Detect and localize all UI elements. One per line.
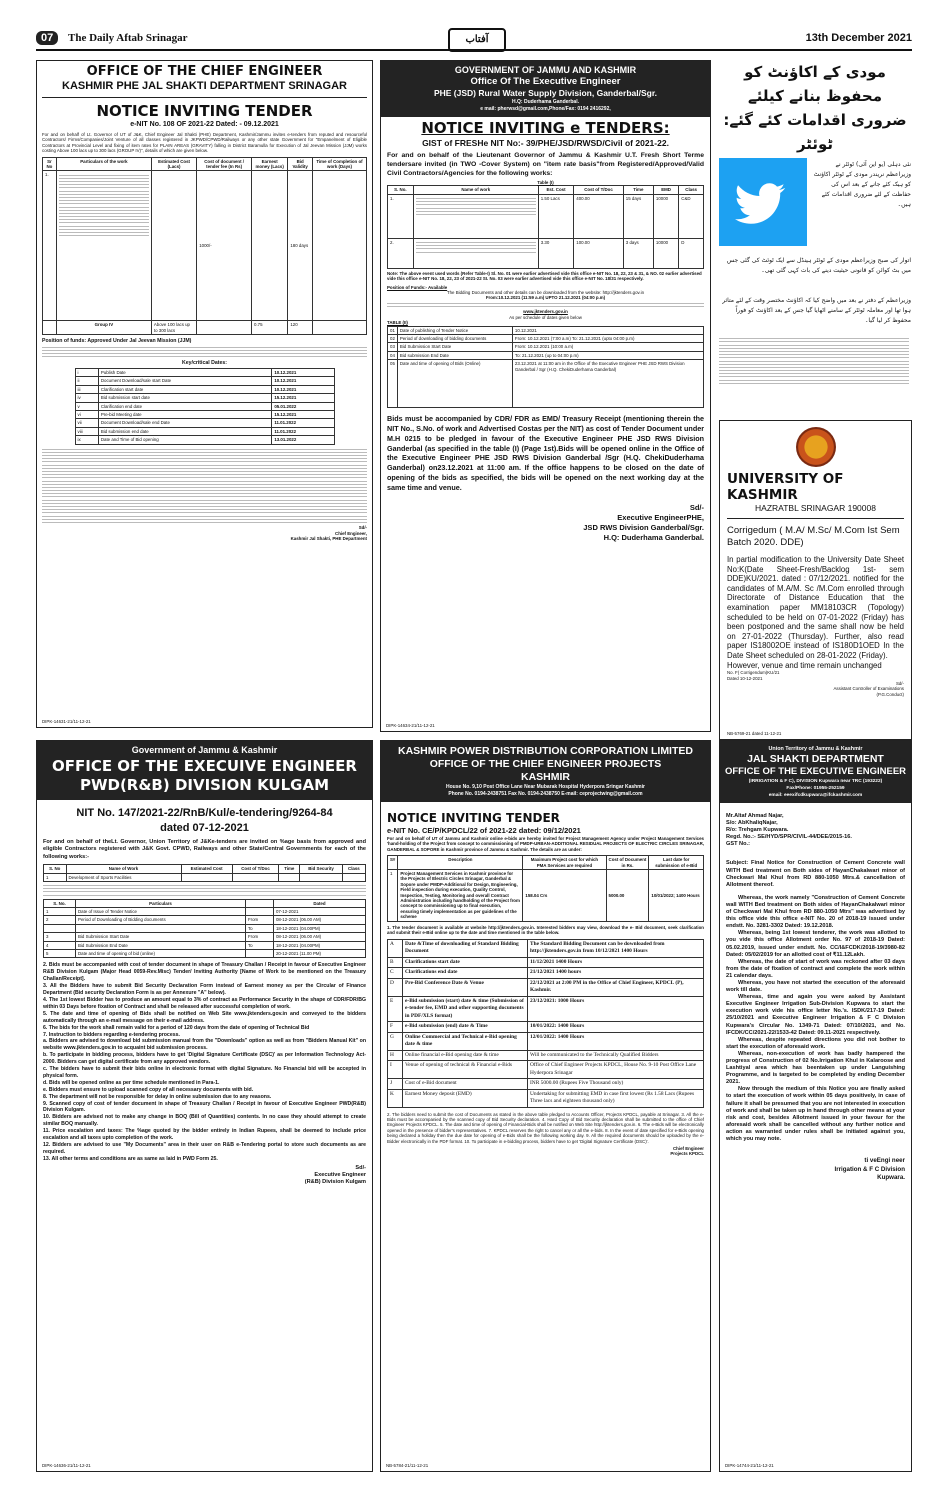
- phe-sig1: Sd/-: [358, 525, 367, 531]
- gjk-table2: [387, 326, 704, 409]
- gjk-header: [381, 61, 710, 117]
- phe-emd: 0.75: [252, 321, 288, 335]
- pwd-clause: 2. Bids must be accompanied with cost of tender document in shape of Treasury Challan / Receipt in favour of Executive Engineer R&B Division Kulgam (Major Head 0059-Rev.Misc) Tender/ Inviting Authority [Name of Work to be mentioned on the Treasury Challan/Receipt].: [43, 962, 366, 983]
- jsd-email: email: eeexifcdkupwara@ifckashmir.com: [768, 793, 863, 798]
- kpdcl-note1: 1. The tender document is available at website http://jktenders.gov.in. Interested bidders may view, download the e- Bid document, seek clarification and submit their e-Bid online up to the date and time mentioned in the table below.: [387, 924, 704, 936]
- pwd-clause: a. Bidders are advised to download bid submission manual from the "Downloads" option as well as from "Bidders Manual Kit" on website www.jktenders.gov.in to acquaint bid submission process.: [43, 1038, 366, 1052]
- table-row: I Venue of opening of technical & Financial e-Bids Office of Chief Engineer Projects KPDCL, House No. 9-10 Post Office Lane Hyderpora Srinagar: [388, 1061, 704, 1079]
- jsd-para: Now through the medium of this Notice you are finally asked to start the execution of work within 05 days positively, in case of failure it shall be presumed that you are not interested in execution of work and shall be taken up in hand through other means at your risk and cost, besides Allotment issued in your favour for the aforesaid work shall be cancelled without any further notice and action as warranted under rules shall be initiated against you, which you may note.: [726, 1086, 905, 1143]
- phe-th: Bid Validity: [288, 157, 313, 171]
- table-row: 04 Bid submission End Date To: 21.12.2021 (up to 04:00 p.m): [388, 351, 704, 359]
- gjk-table2-label: TABLE (II): [387, 320, 408, 326]
- jsd-office: OFFICE OF THE EXECUTIVE ENGINEER: [724, 766, 907, 777]
- kpdcl-sig2: Projects KPDCL: [670, 1151, 704, 1157]
- phe-nit: e-NIT No. 108 OF 2021-22 Dated: - 09.12.2021: [130, 121, 279, 128]
- kpdcl-name: KASHMIR POWER DISTRIBUTION CORPORATION LIMITED: [398, 745, 693, 757]
- pwd-clause: 6. The bids for the work shall remain valid for a period of 120 days from the date of opening of Technical Bid: [43, 1024, 310, 1031]
- phe-funds: Position of funds: Approved Under Jal Jeevan Mission (JJM): [42, 338, 192, 345]
- table-row: viii Bid submission end date 11.01.2022: [75, 427, 334, 435]
- gjk-hq: H.Q: Duderhama Ganderbal.: [512, 99, 579, 105]
- uok-name: UNIVERSITY OF KASHMIR: [727, 471, 844, 503]
- table-row: A Date &Time of downloading of Standard Bidding Document The Standard Bidding Document can be downloaded from http://jktenders.gov.in from 10/12/2021 1400 Hours: [388, 939, 704, 957]
- pwd-clause: b. To participate in bidding process, bidders have to get 'Digital Signature Certificate (DSC)' as per Information Technology Act-2000. Bidders can get digital certificate from any approved vendors.: [43, 1052, 366, 1066]
- pwd-clause: 10. Bidders are advised not to make any change in BOQ (Bill of Quantities) contents. In no case they should attempt to create similar BOQ manually.: [43, 1114, 366, 1128]
- gjk-schedule-title: As per schedule of dates given below: [509, 314, 582, 320]
- uok-sig3: (P.G.Conduct): [876, 691, 904, 697]
- kpdcl-office1: OFFICE OF THE CHIEF ENGINEER PROJECTS: [429, 758, 662, 770]
- pwd-clause: 7. Instruction to bidders regarding e-tendering process.: [43, 1031, 180, 1038]
- jsd-to3: R/o: Trehgam Kupwara.: [726, 827, 789, 834]
- urdu-para-3: وزیراعظم کے دفتر نے بعد میں واضح کیا کہ اکاؤنٹ مختصر وقت کے لئے متاثر ہوا تھا اور معاملہ ٹوئٹر کے سامنے اٹھایا گیا جس کے بعد اکاؤنٹ کو فوراً محفوظ کر لیا گیا۔: [722, 297, 911, 324]
- gjk-office: Office Of The Executive Engineer: [470, 76, 621, 87]
- table-row: G Online Commercial and Technical e-Bid opening date & time 12/01/2022: 1400 Hours: [388, 1032, 704, 1050]
- phe-notice: [36, 60, 373, 728]
- phe-th: Time of Completion of work (Days): [312, 157, 366, 171]
- kpdcl-address: House No. 9,10 Post Office Lane Near Mubarak Hospital Hyderpora Sringar Kashmir: [446, 784, 645, 790]
- kpdcl-notes: 2. The bidders need to submit the cost of Documents as stated in the above table pledged to Accounts Officer, Projects KPDCL, payable at Srinagar. 3. All the e-Bids must be accompanied by the scanned copy of Bid Security declaration. 4. Hard Copy of Bid Security declaration shall be submitted to the office of Chief Engineer Projects KPDCL. 5. The date and time of opening of Financial-Bids shall be notified on Web Site http://jktenders.gov.in. 6. The e-Bids will be electronically opened in the presence of bidder's representatives. 7. KPDCL reserves the right to cancel any or all the e-bids. 8. In the event of date specified for e-Bids opening being declared a holiday then the due date for opening of e-Bids shall be the following working day. 9. All the required documents should be uploaded by the e-Bidder electronically in the PDF format. 10. To participate in e-bidding process, bidders have to get 'Digital Signature Certificate (DSC)'.: [387, 1111, 704, 1144]
- table-row: 05 Date and time of opening of Bids (Online) 23.12.2021 at 11:00 am in the Office of the Executive Engineer PHE JSD RWS Division Ganderbal / Sgr (H.Q. ChekiDuderhama Ganderbal): [388, 360, 704, 408]
- uok-notice: [719, 420, 912, 740]
- table-row: vi Pre-bid Meeting date 15.12.2021: [75, 411, 334, 419]
- table-row: K Earnest Money deposit (EMD) Undertaking for submitting EMD in case first lowest (Rs 1.58 Lacs (Rupees Three lacs and eighteen thousand only): [388, 1089, 704, 1107]
- urdu-news: [719, 60, 911, 415]
- pwd-clause: 8. The department will not be responsible for delay in online submission due to any reasons.: [43, 1093, 272, 1100]
- table-row: J Cost of e-Bid document INR 5000.00 (Rupees Five Thousand only): [388, 1079, 704, 1090]
- uok-no: No. F( Corrigendum)KU/21: [727, 670, 780, 676]
- urdu-body-lines: [719, 336, 909, 386]
- urdu-headline-1: مودی کے اکاؤنٹ کو محفوظ بنانے کیلئے: [744, 63, 886, 105]
- table-row: 02 Period of downloading of bidding documents From: 10.12.2021 (7:00 a.m) To: 21.12.2021 (upto 04:00 p.m): [388, 335, 704, 343]
- kpdcl-office2: KASHMIR: [521, 771, 570, 783]
- kpdcl-sig1: Chief Engineer: [673, 1145, 704, 1151]
- table-row: iv Bid submission start date 15.12.2021: [75, 394, 334, 402]
- phe-ref: DIPK-14631-21/11-12-21: [42, 718, 91, 724]
- phe-funds-text: [42, 347, 367, 358]
- pwd-sig1: Sd/-: [355, 1164, 366, 1171]
- phe-sig3: Kashmir Jal Shakti, PHE Department: [290, 535, 367, 541]
- pwd-header: [37, 741, 372, 800]
- phe-schedule-table: [75, 368, 335, 445]
- gjk-gist: GIST of FRESHe NIT No:- 39/PHE/JSD/RWSD/Civil of 2021-22.: [422, 138, 669, 148]
- table-row: 4 Bid Submission End Date To 18-12-2021 (04.00PM): [44, 941, 366, 949]
- kpdcl-t1-date: 10/01/2022; 1400 Hours: [649, 870, 704, 922]
- table-row: 01 Date of publishing of Tender Notice 10.12.2021: [388, 326, 704, 334]
- paper-name: The Daily Aftab Srinagar: [68, 32, 188, 44]
- urdu-para-1: نئی دہلی (یو این آئی) ٹوئٹر نے وزیراعظم نریندر مودی کے ٹوئٹر اکاؤنٹ کو ہیک کئے جانے کے بعد اس کی حفاظت کے لئے ضروری اقدامات کئے ہیں۔: [813, 161, 911, 208]
- phe-cost: Above 100 lacs up to 300 lacs: [151, 321, 196, 335]
- pwd-nit: NIT No. 147/2021-22/RnB/Kul/e-tendering/9264-84: [76, 807, 333, 819]
- jsd-to4: Regd. No.:- SE/HYD/SPR/CIVIL-44/DEE/2015-16.: [726, 834, 852, 841]
- pwd-works-table: S. No Name of Work Estimated Cost Cost of T/Doc Time Bid Security Class 1 Development of Sports Facilities: [43, 864, 366, 882]
- gjk-download: The Bidding Documents and other details can be downloaded from the website: http://jktenders.gov.in: [446, 290, 645, 296]
- pwd-work-name: Development of Sports Facilities: [66, 873, 181, 881]
- jsd-para: Whereas, time and again you were asked by Assistant Executive Engineer Irrigation Sub-Division Kupwara to start the execution work vide his office letter No.'s. ISDK/217-19 Dated: 25/10/2021 and Executive Engineer Irrigation & F C Division Kupwara's Circular No. 1349-71 Dated: 07/10/2021, and No. IFCDK/CC/2021-22/1533-42 Dated: 09.11-2021 respectively.: [726, 994, 905, 1036]
- phe-dept: KASHMIR PHE JAL SHAKTI DEPARTMENT SRINAGAR: [62, 80, 347, 92]
- phe-table: Sr No Particulars of the work Estimated Cost (Lacs) Cost of document / tender fee (In Rs) Earnest money (Lacs) Bid Validity Time of Completion of work (Days) 1. 1000/- 180 days Group IV Above 100 lacs up to 300 lacs 0.75 120: [42, 157, 367, 336]
- jsd-para: Whereas, non-execution of work has badly hampered the progress of Construction of 02 No.Irrigation Khul in Kalaroose and Lashtiyal area which has beentaken up under Languishing Programme, and is targeted to be completed by ending December 2021.: [726, 1050, 905, 1086]
- pwd-clause: 13. All other terms and conditions are as same as laid in PWD Form 25.: [43, 1155, 218, 1162]
- jsd-para: Whereas, despite repeated directions you did not bother to start the execution of aforesaid work.: [726, 1036, 905, 1050]
- masthead: [36, 30, 912, 50]
- kpdcl-schedule-table: [387, 939, 704, 1108]
- phe-th: Sr No: [43, 157, 57, 171]
- uok-dated: Dated 10-12-2021: [727, 675, 763, 681]
- jsd-sig3: Kupwara.: [877, 1174, 905, 1182]
- jsd-notice: [719, 740, 912, 1472]
- phe-intro: For and on behalf of Lt. Governor of UT of J&K, Chief Engineer Jal Shakti (PHE) Department, Kashmir/Jammu invites e-tenders from reputed and resourceful Contractors/ Firms/Companies/Joint Venture of all classes registered in JKPWD/CPWD/Railways or any other state Government for "Empanelment of Eligible Contractors at Provincial Level and fixing of item rates for PLAIN AREAS (GRAVITY) falling in District Baramulla for Execution of Jal Jeevan Mission (JJM) works costing Above 100 lacs up to 300 lacs (GROUP IV)", details of which are given below.: [42, 132, 367, 154]
- table-row: 1 Project Management Services in Kashmir province for the Projects of Electric Circles Srinagar, Ganderbal & Sopore under PMDP-Additional for Design, Engineering, Field inspection during execution, Quality Control, Inspection, Testing, Monitoring and overall Contract Administration including handholding of the Project from concept to commissioning up to final execution, ensuring timely implementation as per guidelines of the scheme 158.04 Crs 5000.00 10/01/2022; 1400 Hours: [388, 870, 704, 922]
- gjk-from: From:10.12.2021 (11:59 a.m) UPTO 21.12.2021 (04:00 p.m): [485, 295, 606, 301]
- kpdcl-t1-cost: 158.04 Crs: [523, 870, 606, 922]
- pwd-office: OFFICE OF THE EXECUIVE ENGINEER: [52, 757, 357, 775]
- phe-fee: 1000/-: [197, 171, 252, 321]
- pwd-clause: 4. The 1st lowest Bidder has to produce an amount equal to 3% of contract as Performance Security in the shape of CDR/FDR/BG within 03 Days before fixation of Contract and shall be released after successful completion of work.: [43, 996, 366, 1010]
- gjk-gov: GOVERNMENT OF JAMMU AND KASHMIR: [454, 65, 637, 75]
- kpdcl-table1: S# Description Maximum Project cost for which PMA Services are required Cost of Document in Rs. Last date for submission of e-Bid 1 Project Management Services in Kashmir province for the Projects of Electric Circles Srinagar, Ganderbal & Sopore under PMDP-Additional for Design, Engineering, Field inspection during execution, Quality Control, Inspection, Testing, Monitoring and overall Contract Administration including handholding of the Project from concept to commissioning up to final execution, ensuring timely implementation as per guidelines of the scheme 158.04 Crs 5000.00 10/01/2022; 1400 Hours: [387, 855, 704, 921]
- pwd-gov: Government of Jammu & Kashmir: [131, 745, 278, 755]
- phe-th: Particulars of the work: [56, 157, 151, 171]
- phe-group: Group IV: [56, 321, 151, 335]
- pwd-schedule-table: S. No. Particulars Dated 1 Date of Issue of Tender Notice 07-12-2021 2 Period of Downloading of Bidding documents From 08-12-2021 (06.00 AM) To 18-12-2021 (04.00PM) 3 Bid Submission Start Date From 08-12-2021 (06.00 AM) 4 Bid Submission End Date To 18-12-2021 (04.00PM) 5 Date and time of opening of bid (online) 20-12-2021 (11.00 PM): [43, 899, 366, 959]
- table-row: 2 Period of Downloading of Bidding documents From 08-12-2021 (06.00 AM): [44, 916, 366, 924]
- pwd-ref: DIPK-14636-21/11-12-21: [42, 1462, 91, 1468]
- gjk-body: Bids must be accompanied by CDR/ FDR as EMD/ Treasury Receipt (mentioning therein the NIT No., S.No. of work and Advertised Costas per the NIT) as cost of Tender Document under M.H 0215 to be pledged in favour of the Executive Engineer PHE JSD RWS Division Ganderbal (as specified in the table (I) (Page 1st).Bids will be opened online in the Office of the Executive Engineer PHE JSD RWS Division Ganderbal /Sgr (H.Q. ChekiDuderhama Ganderbal) on23.12.2021 at 11:00 am. If the office happens to be closed on the date of opening of the bids as specified, the bids will be opened on the next working day at the same time and venue.: [387, 414, 704, 492]
- uok-body2: However, venue and time remain unchanged: [727, 660, 882, 670]
- uok-place: HAZRATBL SRINAGAR 190008: [755, 503, 876, 513]
- table-row: To 18-12-2021 (04.00PM): [44, 924, 366, 932]
- pwd-clauses: [43, 962, 366, 1162]
- jsd-para: Whereas, the date of start of work was reckoned after 03 days from the date of fixation of contract and complete the work within 21 calendar days.: [726, 958, 905, 979]
- gjk-notice: [380, 60, 711, 732]
- table-row: 1 Date of Issue of Tender Notice 07-12-2021: [44, 908, 366, 916]
- uok-sig1: Sd/-: [895, 680, 904, 686]
- pwd-clause: 12. Bidders are advised to use "My Documents" area in their user on R&B e-Tendering portal to store such documents as are required.: [43, 1142, 366, 1155]
- gjk-sig3: JSD RWS Division Ganderbal/Sgr.: [583, 522, 704, 532]
- table-row: v Clarification end date 05.01.2022: [75, 402, 334, 410]
- phe-office: OFFICE OF THE CHIEF ENGINEER: [86, 64, 323, 79]
- pwd-clause: 11. Price escalation and taxes: The %age quoted by the bidder entirely in Indian Rupees, shall be deemed to include price escalation and all taxes upto completion of the work.: [43, 1128, 366, 1142]
- pwd-sig3: (R&B) Division Kulgam: [304, 1179, 366, 1186]
- gjk-sig2: Executive EngineerPHE,: [617, 512, 704, 522]
- table-row: 1. 1.50 Lacs 400.00 15 days 10000 C&D: [388, 194, 704, 238]
- pwd-sig2: Executive Engineer: [314, 1171, 366, 1178]
- pwd-notice: [36, 740, 373, 1472]
- issue-date: 13th December 2021: [805, 32, 912, 44]
- paper-logo: آفتاب: [448, 28, 506, 52]
- table-row: 2. 3.30 100.00 3 days 10000 D: [388, 238, 704, 268]
- masthead-rule: [36, 49, 912, 51]
- jsd-subject: Subject: Final Notice for Construction of Cement Concrete wall WITH Bed treatment on Both sides of HayanChakalwari minor of Checkwari Mal Khul from RD 880-1050 Mtrs.& cancellation of Allotment thereof.: [726, 860, 905, 888]
- phe-terms: [42, 449, 367, 523]
- table-row: i Publish Date 10.12.2021: [75, 369, 334, 377]
- pwd-clause: 5. The date and time of opening of Bids shall be notified on Web Site www.jktenders.gov.in and conveyed to the bidders automatically through an e-mail message on their e-mail address.: [43, 1010, 366, 1024]
- table-row: vii Document Download/sale end Date 11.01.2022: [75, 419, 334, 427]
- gjk-sig1: Sd/-: [689, 502, 704, 512]
- page-number: 07: [36, 31, 58, 45]
- phe-th: Estimated Cost (Lacs): [151, 157, 196, 171]
- table-row: H Online financial e-Bid opening date & time Will be communicated to the Technically Qualified Bidders: [388, 1050, 704, 1061]
- pwd-clause: d. Bids will be opened online as per time schedule mentioned in Para-1.: [43, 1079, 220, 1086]
- table-row: ix Date and Time of Bid opening 13.01.2022: [75, 436, 334, 444]
- phe-validity: 120: [288, 321, 313, 335]
- uok-body: In partial modification to the University Date Sheet No:K(Date Sheet-Fresh/Backlog 1st- sem DDE)KU/2021. dated : 07/12/2021. notified for the candidates of M.A/M. Sc /M.Com enrolled through Directorate of Distance Education that the examination paper MM18103CR (Topology) scheduled to be held on 07-01-2022 (Friday) has been postponed and the same shall now be held on 27-01-2022 (Thursday). Further, also read paper IS18002OE instead of IS180D1OED In the Date Sheet scheduled on 28-01-2022 (Friday).: [727, 555, 904, 660]
- jsd-para: Whereas, being 1st lowest tenderer, the work was allotted to you vide this office Allotment order No. 97 of 2018-19 Dated: 05.02.2019, issued under endstt. No. CC/I&FCDK/2018-19/3980-82 Dated: 05/02/2019 for an allotted cost of ₹11.12Lakh.: [726, 930, 905, 958]
- gjk-title: NOTICE INVITING e TENDERS:: [421, 119, 670, 137]
- kpdcl-nit: e-NIT No. CE/P/KPDCL/22 of 2021-22 dated: 09/12/2021: [387, 826, 581, 835]
- pwd-division: PWD(R&B) DIVISION KULGAM: [79, 776, 330, 794]
- table-row: 03 Bid Submission Start Date From: 10.12.2021 (10:00 a.m): [388, 343, 704, 351]
- jsd-to5: GST No.:: [726, 841, 750, 848]
- phe-sig2: Chief Engineer,: [335, 530, 367, 536]
- jsd-para: Whereas, the work namely "Construction of Cement Concrete wall WITH Bed treatment on Both sides of HayanChakalwari minor of Checkwari Mal Khul from RD 880-1050 Mtrs" was advertised by this office vide this office e-NIT No. 20 of 2018-19 issued under endstt. No. 3281-3302 Dated: 19.12.2018.: [726, 894, 905, 930]
- uok-title: Corrigedum ( M.A/ M.Sc/ M.Com Ist Sem Batch 2020. DDE): [727, 525, 900, 548]
- table-row: B Clarifications start date 11/12/2021 1400 Hours: [388, 957, 704, 968]
- gjk-download-text: [387, 303, 704, 307]
- pwd-clause: 3. All the Bidders have to submit Bid Security Declaration Form instead of Earnest money as per the Circular of Finance Department (Bid security Declaration Form is as per Annexure "A" below).: [43, 983, 366, 997]
- pwd-dated: dated 07-12-2021: [160, 822, 249, 834]
- pwd-clause: 9. Scanned copy of cost of tender document in shape of Treasury Challan / Receipt in favour of Executive Engineer PWD(R&B) Division Kulgam.: [43, 1100, 366, 1114]
- jsd-dept: JAL SHAKTI DEPARTMENT: [747, 753, 884, 765]
- gjk-email: e mail: pherwsd@gmail.com,Phone/Fax: 0194 2416292,: [480, 106, 611, 112]
- kpdcl-t1-desc: Project Management Services in Kashmir province for the Projects of Electric Circles Srinagar, Ganderbal & Sopore under PMDP-Additional for Design, Engineering, Field inspection during execution, Quality Control, Inspection, Testing, Monitoring and overall Contract Administration including handholding of the Project from concept to commissioning up to final execution, ensuring timely implementation as per guidelines of the scheme: [398, 870, 523, 922]
- table-row: E e-Bid submission (start) date & time (Submission of e-tender fee, EMD and other supporting documents in PDF/XLS format) 23/12/2021: 1000 Hours: [388, 996, 704, 1022]
- table-row: 1 Development of Sports Facilities: [44, 873, 366, 881]
- twitter-icon: [719, 158, 807, 246]
- uok-ref: NB-5769-21 dated 11-12-21: [727, 730, 782, 736]
- uok-seal-icon: [796, 427, 836, 467]
- uok-sig2: Assistant Controller of Examinations: [833, 686, 904, 692]
- table-row: 3 Bid Submission Start Date From 08-12-2021 (06.00 AM): [44, 933, 366, 941]
- jsd-to2: S/o: AbKhaliqNajar,: [726, 820, 778, 827]
- urdu-para-2: اتوار کی صبح وزیراعظم مودی کے ٹوئٹر ہینڈل سے ایک ٹوئٹ کی گئی جس میں بٹ کوائن کو قانونی حیثیت دینے کی بات کہی گئی تھی۔: [726, 257, 911, 274]
- kpdcl-header: [381, 741, 710, 802]
- gjk-intro: For and on behalf of the Lieutenant Governor of Jammu & Kashmir U.T. Fresh Short Terme tendersare invited (in TWO -Cover System) on "item rate basis"from Registered/Approved/Valid Civil Contractors/Agencies for the following works:: [387, 152, 704, 177]
- phe-schedule-title: Key/critical Dates:: [182, 359, 227, 366]
- phe-time: 180 days: [288, 171, 313, 321]
- phe-th: Cost of document / tender fee (In Rs): [197, 157, 252, 171]
- jsd-sig2: Irrigation & F C Division: [834, 1165, 905, 1173]
- gjk-funds: Position of Funds:- Available: [387, 284, 448, 290]
- table-row: ii Document Download/sale start Date 10.12.2021: [75, 377, 334, 385]
- jsd-fax: Fax/Phone: 01955-252159: [786, 786, 845, 791]
- jsd-para: Whereas, you have not started the execution of the aforesaid work till date.: [726, 979, 905, 994]
- table-row: 5 Date and time of opening of bid (online) 20-12-2021 (11.00 PM): [44, 950, 366, 958]
- pwd-intro: For and on behalf of theLt. Governor, Union Territory of J&Ke-tenders are invited on %age basis from approved and eligible Contractors registered with J&K Govt. CPWD, Railways and other State/Central Governments for each of the following works:-: [43, 839, 366, 860]
- kpdcl-t1-doc: 5000.00: [606, 870, 649, 922]
- gjk-note: Note: The above event used words (Refer Table-I) Sl. No. 01 were earlier advertised vide this office e-NIT No. 18, 22, 23 & 31, & NO. 02 earlier advertised vide this office e-NIT No. 18, 22, 23 of 2021-22 SI. No. 03 were earlier advertised vide this office e-NIT No. 18/31 respectively.: [387, 270, 702, 282]
- jsd-header: [720, 741, 911, 803]
- phe-th: Earnest money (Lacs): [252, 157, 288, 171]
- kpdcl-notice: [380, 740, 711, 1472]
- gjk-ref: DIPK-14634-21/11-12-21: [386, 722, 435, 728]
- jsd-to1: Mr.Altaf Ahmad Najar,: [726, 813, 784, 819]
- urdu-headline-2: ضروری اقدامات کئے گئے: ٹوئٹر: [723, 111, 907, 153]
- gjk-division: PHE (JSD) Rural Water Supply Division, Ganderbal/Sgr.: [433, 88, 658, 98]
- kpdcl-phone: Phone No. 0194-2438751 Fax No. 0194-2438750 E-mail: ceprojectwing@gmail.com: [448, 791, 643, 797]
- gjk-table1-label: Table (I): [537, 180, 554, 185]
- phe-title: NOTICE INVITING TENDER: [96, 102, 313, 120]
- phe-work-desc: [59, 175, 149, 237]
- table-row: C Clarifications end date 21/12/2021 1400 hours: [388, 968, 704, 979]
- pwd-clause: e. Bidders must ensure to upload scanned copy of all necessary documents with bid.: [43, 1086, 254, 1093]
- table-row: iii Clarification start date 10.12.2021: [75, 385, 334, 393]
- kpdcl-title: NOTICE INVITING TENDER: [387, 811, 560, 825]
- table-row: D Pre-Bid Conference Date & Venue 22/12/2021 at 2:00 PM in the Office of Chief Engineer, KPDCL (P), Kashmir.: [388, 978, 704, 996]
- table-row: F e-Bid submission (end) date & Time 10/01/2022: 1400 Hours: [388, 1022, 704, 1033]
- jsd-ref: DIPK-14744-21/11-12-21: [725, 1462, 774, 1468]
- kpdcl-intro: For and on behalf of UT of Jammu and Kashmir online e-bids are hereby invited for Project Management Agency under Project Management Services 'hand-holding of the Project from concept to commissioning of PMDP-URBAN-ADDITIONAL RESIDUAL PROJECTS OF ELECTRIC CIRCLES SRINAGAR, GANDERBAL & SOPORE in Kashmir province of Jammu & Kashmir. The details are as under:: [387, 836, 704, 852]
- jsd-gov: Union Territory of Jammu & Kashmir: [768, 746, 863, 752]
- gjk-sig4: H.Q: Duderhama Ganderbal.: [603, 532, 704, 542]
- jsd-division: (IRRIGATION & F C), DIVISION Kupwara near TRC (193222): [748, 779, 883, 784]
- gjk-website[interactable]: www.jktenders.gov.in: [523, 309, 568, 315]
- kpdcl-ref: NB-5784-21/11-12-21: [386, 1462, 429, 1468]
- gjk-table1: S. No. Name of work Est. Cost Cost of T/Doc Time EMD Class 1. 1.50 Lacs 400.00 15 days 10000 C&D 2. 3.30 100.00 3 days 10000 D: [387, 185, 704, 268]
- jsd-sig1: ti veEngi neer: [864, 1157, 905, 1165]
- pwd-clause: c. The bidders have to submit their bids online in electronic format with digital Signature. No Financial bid will be accepted in physical form.: [43, 1066, 366, 1079]
- pwd-note-lines: [43, 885, 366, 896]
